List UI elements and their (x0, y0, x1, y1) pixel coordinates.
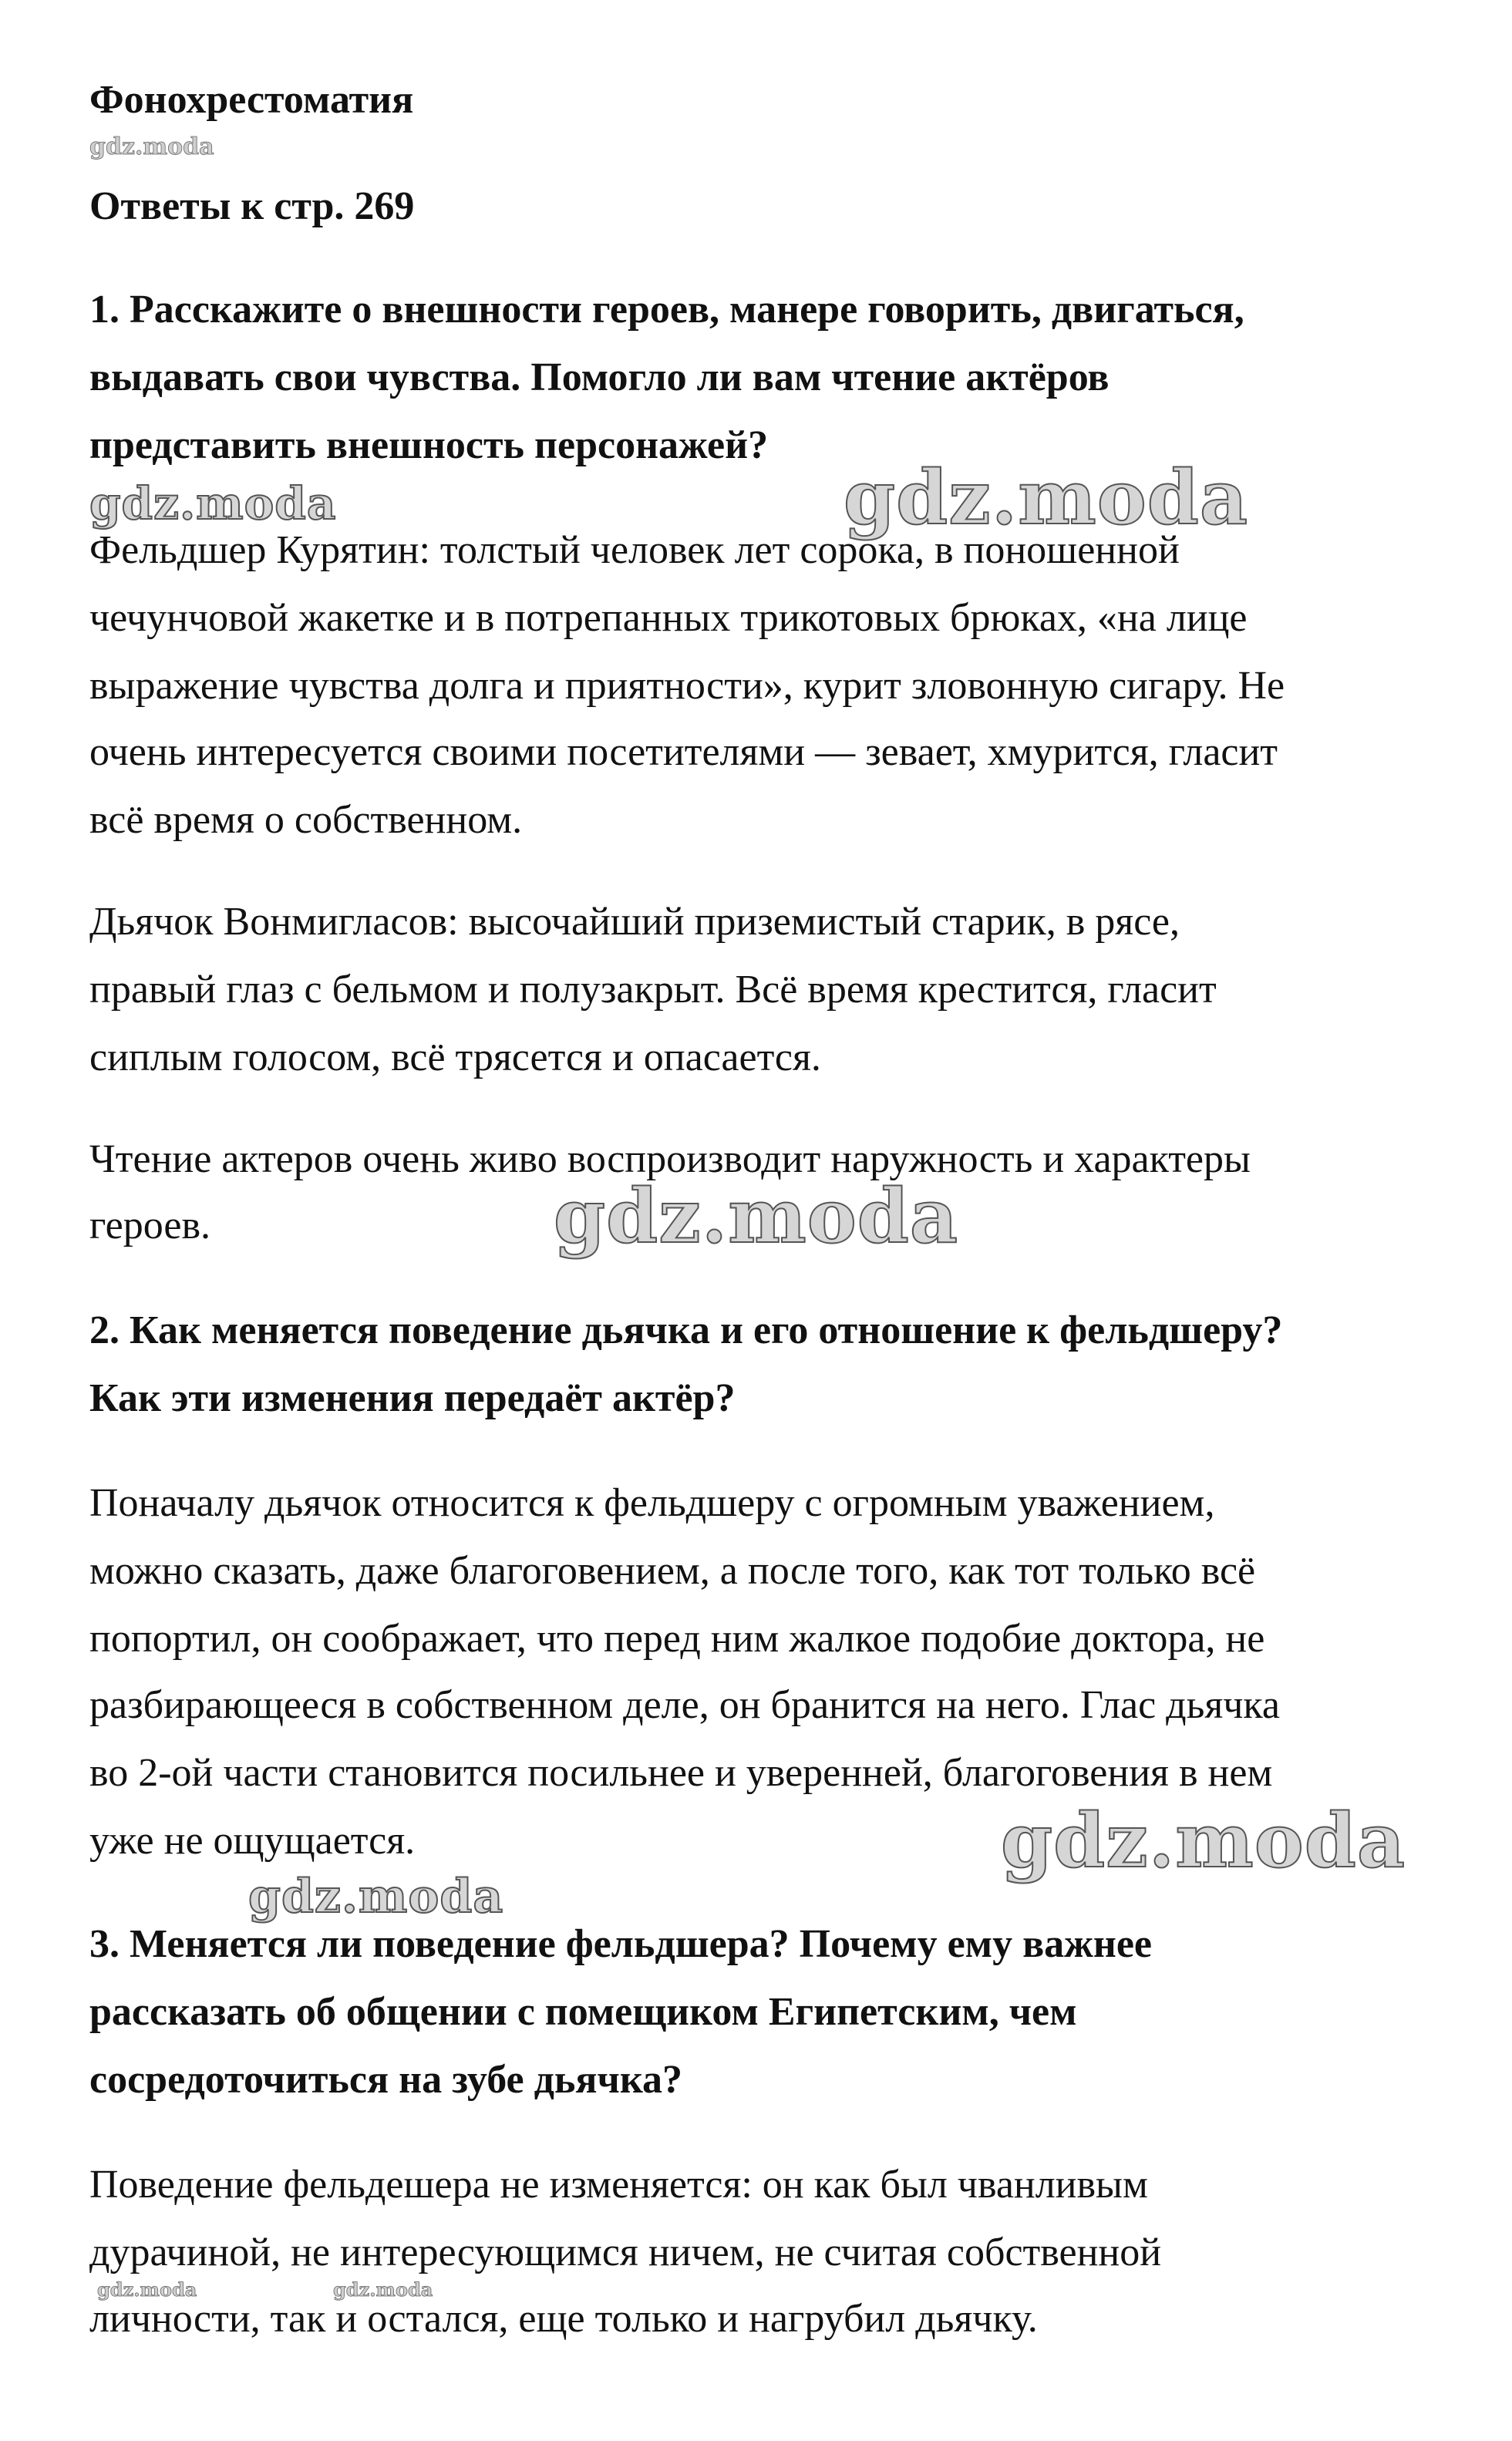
page-subtitle: Ответы к стр. 269 (89, 184, 415, 228)
question-3-line-3: сосредоточиться на зубе дьячка? (89, 2058, 683, 2102)
answer-3-line-1: Поведение фельдешера не изменяется: он как был чванливым (89, 2163, 1148, 2207)
answer-1-para-2-line-1: Дьячок Вонмигласов: высочайший приземистый старик, в рясе, (89, 900, 1180, 944)
answer-1-para-1-line-2: чечунчовой жакетке и в потрепанных трикотовых брюках, «на лице (89, 596, 1248, 640)
question-2-line-1: 2. Как меняется поведение дьячка и его отношение к фельдшеру? (89, 1308, 1283, 1352)
question-3-line-2: рассказать об общении с помещиком Египетским, чем (89, 1990, 1077, 2034)
question-1-line-2: выдавать свои чувства. Помогло ли вам чтение актёров (89, 355, 1110, 399)
watermark-center-2: gdz.moda (554, 1173, 959, 1260)
question-1-line-1: 1. Расскажите о внешности героев, манере говорить, двигаться, (89, 288, 1244, 332)
answer-2-line-6: уже не ощущается. (89, 1819, 416, 1863)
watermark-left-3: gdz.moda (248, 1870, 504, 1924)
answer-1-para-1-line-4: очень интересуется своими посетителями — зевает, хмурится, гласит (89, 730, 1278, 774)
answer-2-line-1: Поначалу дьячок относится к фельдшеру с огромным уважением, (89, 1481, 1215, 1525)
page-title: Фонохрестоматия (89, 78, 414, 122)
question-2-line-2: Как эти изменения передаёт актёр? (89, 1376, 736, 1420)
watermark-left-1: gdz.moda (89, 477, 337, 530)
watermark-small-bottom-1: gdz.moda (97, 2278, 197, 2301)
watermark-small-bottom-2: gdz.moda (333, 2278, 433, 2301)
answer-2-line-3: попортил, он соображает, что перед ним жалкое подобие доктора, не (89, 1617, 1265, 1661)
answer-2-line-5: во 2-ой части становится посильнее и уверенней, благоговения в нем (89, 1751, 1273, 1795)
answer-1-para-1-line-5: всё время о собственном. (89, 798, 523, 842)
answer-1-para-3-line-2: героев. (89, 1204, 210, 1247)
watermark-center-1: gdz.moda (844, 454, 1249, 541)
answer-1-para-2-line-2: правый глаз с бельмом и полузакрыт. Всё время крестится, гласит (89, 968, 1217, 1012)
answer-1-para-1-line-3: выражение чувства долга и приятности», курит зловонную сигару. Не (89, 664, 1285, 708)
watermark-right-3: gdz.moda (1001, 1797, 1406, 1884)
answer-1-para-2-line-3: сиплым голосом, всё трясется и опасается. (89, 1035, 821, 1079)
question-1-line-3: представить внешность персонажей? (89, 423, 769, 467)
answer-3-line-2: дурачиной, не интересующимся ничем, не считая собственной (89, 2231, 1162, 2274)
answer-1-para-1-line-1: Фельдшер Курятин: толстый человек лет сорока, в поношенной (89, 528, 1180, 572)
answer-2-line-4: разбирающееся в собственном деле, он бранится на него. Глас дьячка (89, 1683, 1280, 1727)
answer-2-line-2: можно сказать, даже благоговением, а после того, как тот только всё (89, 1549, 1256, 1593)
watermark-small-top: gdz.moda (89, 133, 214, 160)
answer-3-line-3: личности, так и остался, еще только и нагрубил дьячку. (89, 2297, 1038, 2341)
answer-1-para-3-line-1: Чтение актеров очень живо воспроизводит наружность и характеры (89, 1137, 1251, 1181)
question-3-line-1: 3. Меняется ли поведение фельдшера? Почему ему важнее (89, 1922, 1152, 1966)
